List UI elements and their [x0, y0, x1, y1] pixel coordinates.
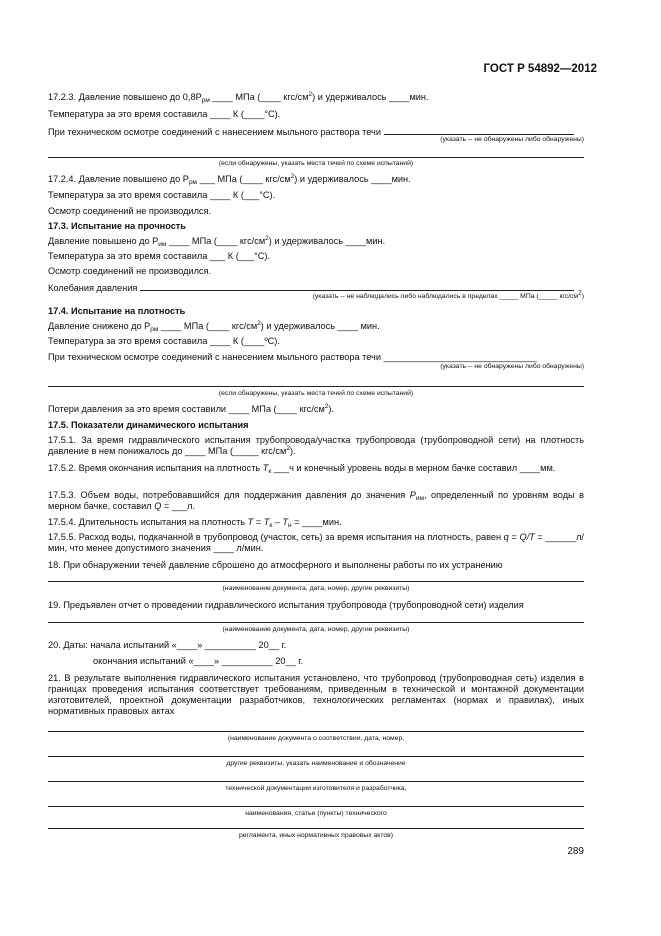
rule-1	[48, 157, 584, 158]
line-no-inspection-2: Осмотр соединений не производился.	[48, 266, 212, 276]
rule-9	[48, 828, 584, 829]
caption-doc-2: (наименование документа, дата, номер, другие реквизиты)	[222, 626, 410, 633]
line-19: 19. Предъявлен отчет о проведении гидравлического испытания трубопровода (трубопроводной сети) изделия	[48, 600, 524, 610]
rule-3	[48, 581, 584, 582]
caption-conformity-4: наименования, статьи (пункты) технического	[245, 810, 387, 817]
caption-leak-places-2: (если обнаружены, указать места течей по схеме испытаний)	[218, 390, 414, 397]
line-pressure-fluctuation: Колебания давления	[48, 282, 584, 294]
caption-conformity-2: другие реквизиты, указать наименование и обозначение	[226, 760, 406, 767]
caption-leaks-1: (указать -- не обнаружены либо обнаружены)	[440, 136, 584, 143]
para-17-5-5: 17.5.5. Расход воды, подкачанной в трубопровод (участок, сеть) за время испытания на плотность, равен q = Q/T = ______л/мин, что менее допустимого значения ____ л/мин.	[48, 532, 584, 553]
line-temperature-4: Температура за это время составила ____ К (____ºС).	[48, 336, 280, 346]
caption-conformity-3: технической документации изготовителя и разработчика,	[225, 785, 407, 792]
line-17-5-4: 17.5.4. Длительность испытания на плотность $T = T_к - T_н$ = ____мин.	[48, 517, 342, 529]
line-20-start-date: 20. Даты: начала испытаний «____» __________ 20__ г.	[48, 640, 287, 650]
rule-8	[48, 806, 584, 807]
rule-4	[48, 622, 584, 623]
heading-strength-test: 17.3. Испытание на прочность	[48, 221, 186, 231]
rule-5	[48, 731, 584, 732]
line-temperature-3: Температура за это время составила ___ К (___°С).	[48, 251, 271, 261]
standard-header: ГОСТ Р 54892—2012	[483, 63, 597, 75]
line-temperature-2: Температура за это время составила ____ К (___°С).	[48, 190, 276, 200]
page-number: 289	[567, 846, 584, 857]
para-17-5-1: 17.5.1. За время гидравлического испытания трубопровода/участка трубопровода (трубопроводной сети) на плотность давление в нем понижалось до ____ МПа (_____ кгс/$см^2$).	[48, 435, 584, 456]
caption-doc-1: (наименование документа, дата, номер, другие реквизиты)	[222, 585, 410, 592]
para-17-5-3: 17.5.3. Объем воды, потребовавшийся для поддержания давления до значения $P_{им}$, определенный по уровням воды в мерном бачке, составил Q = ___л.	[48, 490, 584, 511]
caption-conformity-5: регламента, иных нормативных правовых актов)	[238, 832, 394, 839]
line-temperature-1: Температура за это время составила ____ К (____°С).	[48, 109, 281, 119]
para-21: 21. В результате выполнения гидравлического испытания установлено, что трубопровод (трубопроводная сеть) изделия в границах проведения испытания соответствует требованиям, приведенным в технической и монтажной документации изготовителей, проектной документации разработчиков, технологических регламентах (нормах и правилах), иных нормативных правовых актах	[48, 673, 584, 716]
line-20-end-date: окончания испытаний «____» __________ 20__ г.	[93, 656, 304, 666]
caption-fluctuation: (указать -- не наблюдались либо наблюдались в пределах _____ МПа (_____ кгс/$см^2$)	[312, 289, 584, 300]
caption-leaks-2: (указать -- не обнаружены либо обнаружены)	[440, 363, 584, 370]
rule-6	[48, 756, 584, 757]
rule-7	[48, 781, 584, 782]
line-strength-pressure: Давление повышено до $P_{им}$ ____ МПа (____ кгс/$см^2$) и удерживалось ____мин.	[48, 234, 386, 248]
line-18: 18. При обнаружении течей давление сброшено до атмосферного и выполнены работы по их устранению	[48, 560, 503, 570]
caption-leak-places-1: (если обнаружены, указать места течей по схеме испытаний)	[218, 160, 414, 167]
para-17-5-2: 17.5.2. Время окончания испытания на плотность $T_к$ ___ч и конечный уровень воды в мерном бачке составил ____мм.	[48, 463, 556, 475]
heading-density-test: 17.4. Испытание на плотность	[48, 306, 186, 316]
line-soap-inspection-1: При техническом осмотре соединений с нанесением мыльного раствора течи	[48, 126, 584, 138]
line-density-pressure: Давление снижено до $P_{рм}$ ____ МПа (____ кгс/$см^2$) и удерживалось ____ мин.	[48, 319, 380, 333]
heading-dynamic-test: 17.5. Показатели динамического испытания	[48, 420, 249, 430]
line-no-inspection-1: Осмотр соединений не производился.	[48, 206, 212, 216]
line-soap-inspection-2: При техническом осмотре соединений с нанесением мыльного раствора течи ______________________________	[48, 352, 537, 362]
line-17-2-3: 17.2.3. Давление повышено до $0,8P_{рм}$ ____ МПа (____ кгс/$см^2$) и удерживалось ____мин.	[48, 90, 429, 104]
caption-conformity-1: (наименование документа о соответствии, дата, номер,	[227, 735, 405, 742]
line-pressure-loss: Потери давления за это время составили ____ МПа (____ кгс/$см^2$).	[48, 402, 335, 414]
rule-2	[48, 386, 584, 387]
line-17-2-4: 17.2.4. Давление повышено до $P_{рм}$ ___ МПа (____ кгс/$см^2$) и удерживалось ____мин.	[48, 172, 411, 186]
